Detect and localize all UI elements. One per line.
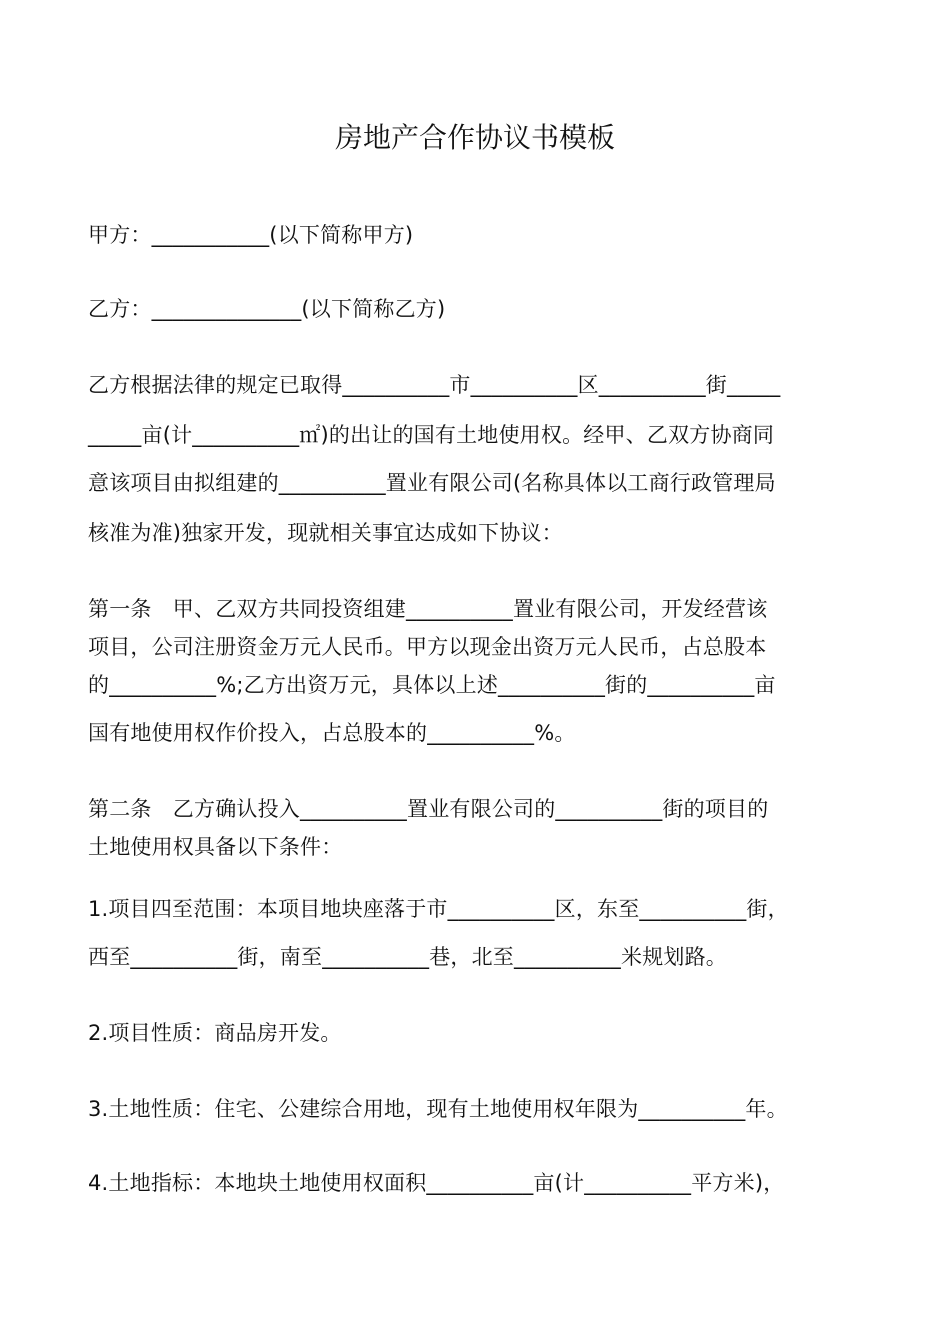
document-title: 房地产合作协议书模板 [334,121,615,154]
item-2-line: 2.项目性质：商品房开发。 [88,1021,342,1045]
item-1-line-2: 西至__________街，南至__________巷，北至__________米规划路。 [88,945,727,969]
preamble-line-1: 乙方根据法律的规定已取得__________市__________区__________街_____ [88,373,781,397]
article-1-line-4: 国有地使用权作价投入，占总股本的__________%。 [88,721,576,745]
preamble-line-2: _____亩(计__________㎡)的出让的国有土地使用权。经甲、乙双方协商同 [88,423,775,447]
party-b-line: 乙方：______________(以下简称乙方) [88,297,446,321]
party-a-line: 甲方：___________(以下简称甲方) [88,223,414,247]
article-2-line-1: 第二条 乙方确认投入__________置业有限公司的__________街的项目的 [88,797,769,821]
article-2-line-2: 土地使用权具备以下条件： [88,835,343,859]
preamble-line-3: 意该项目由拟组建的__________置业有限公司(名称具体以工商行政管理局 [88,471,776,495]
item-1-line-1: 1.项目四至范围：本项目地块座落于市__________区，东至__________街， [88,897,789,921]
article-1-line-2: 项目，公司注册资金万元人民币。甲方以现金出资万元人民币，占总股本 [88,635,767,659]
preamble-line-4: 核准为准)独家开发，现就相关事宜达成如下协议： [88,521,563,545]
article-1-line-1: 第一条 甲、乙双方共同投资组建__________置业有限公司，开发经营该 [88,597,768,621]
article-1-line-3: 的__________%;乙方出资万元，具体以上述__________街的__________亩 [88,673,776,697]
item-3-line: 3.土地性质：住宅、公建综合用地，现有土地使用权年限为__________年。 [88,1097,788,1121]
item-4-line: 4.土地指标：本地块土地使用权面积__________亩(计__________平方米)， [88,1171,785,1195]
